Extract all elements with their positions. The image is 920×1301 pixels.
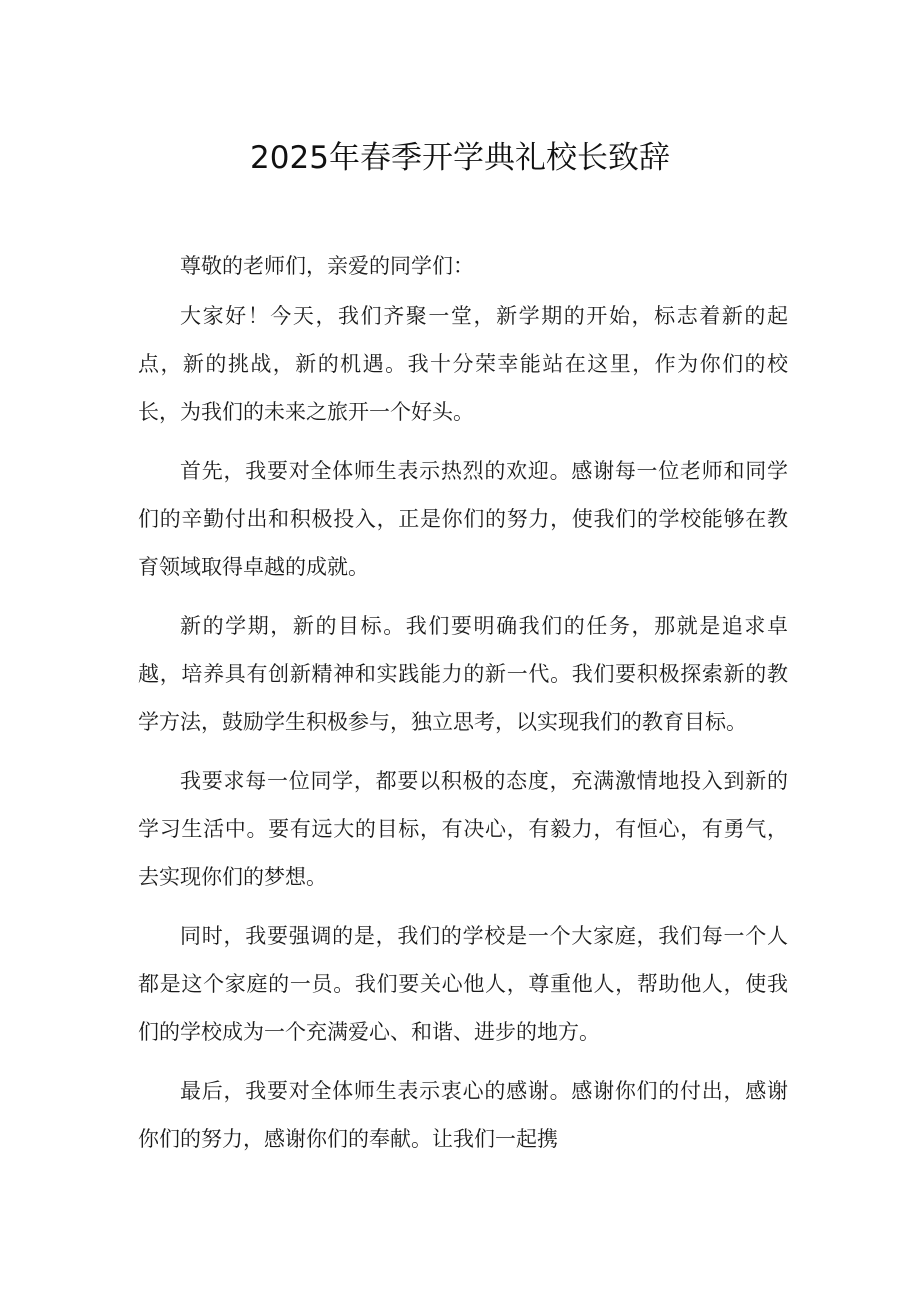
body-paragraph: 同时，我要强调的是，我们的学校是一个大家庭，我们每一个人都是这个家庭的一员。我们要关心他人，尊重他人，帮助他人，使我们的学校成为一个充满爱心、和谐、进步的地方。	[138, 924, 788, 1044]
body-paragraph: 首先，我要对全体师生表示热烈的欢迎。感谢每一位老师和同学们的辛勤付出和积极投入，正是你们的努力，使我们的学校能够在教育领域取得卓越的成就。	[138, 459, 788, 579]
document-title: 2025年春季开学典礼校长致辞	[250, 140, 670, 176]
salutation-paragraph: 尊敬的老师们，亲爱的同学们：	[180, 254, 474, 278]
body-paragraph: 最后，我要对全体师生表示衷心的感谢。感谢你们的付出，感谢你们的努力，感谢你们的奉献。让我们一起携	[138, 1079, 788, 1151]
body-paragraph: 大家好！今天，我们齐聚一堂，新学期的开始，标志着新的起点，新的挑战，新的机遇。我十分荣幸能站在这里，作为你们的校长，为我们的未来之旅开一个好头。	[138, 304, 788, 424]
body-paragraph: 我要求每一位同学，都要以积极的态度，充满激情地投入到新的学习生活中。要有远大的目标，有决心，有毅力，有恒心，有勇气，去实现你们的梦想。	[138, 769, 788, 889]
body-paragraph: 新的学期，新的目标。我们要明确我们的任务，那就是追求卓越，培养具有创新精神和实践能力的新一代。我们要积极探索新的教学方法，鼓励学生积极参与，独立思考，以实现我们的教育目标。	[138, 614, 788, 734]
document-body	[138, 242, 788, 1174]
